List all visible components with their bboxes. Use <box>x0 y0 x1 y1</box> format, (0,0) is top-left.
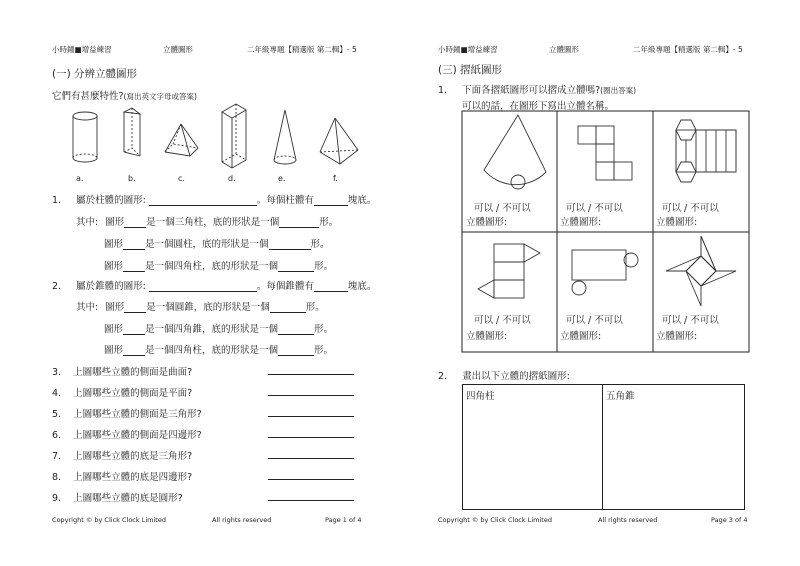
answer-blank[interactable] <box>279 217 319 228</box>
question-note: (圈出答案) <box>600 86 637 95</box>
header-brand: 小時鐘■增益練習 <box>438 45 498 54</box>
triangular-pyramid-shape <box>320 118 358 164</box>
answer-blank[interactable] <box>278 324 314 335</box>
answer-blank[interactable] <box>278 261 314 272</box>
sub-text: 是一個圓錐，底的形狀是一個 <box>146 302 270 313</box>
shape-label-c: c. <box>178 174 185 183</box>
section-title: (三) 摺紙圖形 <box>438 64 503 76</box>
sub-text: 形。 <box>305 302 325 313</box>
question-3 <box>52 364 192 378</box>
answer-label-2: 立體圖形: <box>560 217 602 228</box>
header-series: 二年級專題【精選版 第二輯】- 5 <box>247 45 357 54</box>
footer-copyright: Copyright © by Click Clock Limited <box>52 516 166 524</box>
answer-blank[interactable] <box>124 217 146 228</box>
question-text: 塊底。 <box>347 281 377 292</box>
answer-label-1: 立體圖形: <box>466 217 508 228</box>
footer-page: Page 3 of 4 <box>711 516 748 524</box>
rectangular-prism-shape <box>222 104 246 168</box>
drawing-box-label: 五角錐 <box>606 391 635 402</box>
sub-text: 是一個三角柱，底的形狀是一個 <box>146 217 280 228</box>
question-7 <box>52 448 192 462</box>
header-brand: 小時鐘■增益練習 <box>52 45 112 54</box>
sub-text: 形。 <box>314 261 334 272</box>
question-text: 屬於錐體的圖形: <box>76 281 146 292</box>
sub-text: 圖形 <box>104 345 124 356</box>
prompt-text: 它們有甚麼特性? <box>52 91 124 102</box>
answer-label-5: 立體圖形: <box>560 331 602 342</box>
answer-line[interactable] <box>268 437 354 438</box>
header-topic: 立體圖形 <box>163 45 193 54</box>
header-topic: 立體圖形 <box>549 45 579 54</box>
question-text: 塊底。 <box>347 195 377 206</box>
shape-label-f: f. <box>333 174 338 183</box>
answer-line[interactable] <box>268 479 354 480</box>
choice-text-6[interactable]: 可以 / 不可以 <box>662 315 719 326</box>
square-pyramid-shape <box>165 124 198 156</box>
sub-text: 圖形 <box>104 324 124 335</box>
answer-blank[interactable] <box>123 261 145 272</box>
cone-net-figure <box>484 115 546 189</box>
worksheet-page-3 <box>400 0 800 566</box>
section-title: (一) 分辨立體圖形 <box>52 68 138 80</box>
square-pyramid-net-figure <box>666 236 736 306</box>
question-text: 上圖哪些立體的側面是四邊形? <box>73 430 202 441</box>
answer-blank[interactable] <box>123 239 145 250</box>
cylinder-shape <box>73 112 97 162</box>
triangular-prism-net-figure <box>478 244 540 298</box>
cylinder-net-figure <box>572 250 638 295</box>
answer-label-3: 立體圖形: <box>656 217 698 228</box>
footer-page: Page 1 of 4 <box>325 516 362 524</box>
question-text: 上圖哪些立體的側面是曲面? <box>73 367 193 378</box>
sub-text: 圖形 <box>104 239 124 250</box>
answer-blank[interactable] <box>124 302 146 313</box>
q2-sub-3 <box>104 342 333 356</box>
footer-rights: All rights reserved <box>212 516 272 524</box>
sub-text: 形。 <box>314 345 334 356</box>
hexagonal-prism-net-figure <box>676 120 736 182</box>
answer-blank[interactable] <box>278 345 314 356</box>
shape-label-a: a. <box>76 174 84 183</box>
question-number: 3. <box>52 367 62 378</box>
question-8 <box>52 469 192 483</box>
question-1 <box>52 192 376 206</box>
answer-blank[interactable] <box>149 281 257 292</box>
question-6 <box>52 427 202 441</box>
shapes-figure <box>0 0 400 190</box>
question-number: 2. <box>52 281 62 292</box>
footer-copyright: Copyright © by Click Clock Limited <box>438 516 552 524</box>
choice-text-3[interactable]: 可以 / 不可以 <box>662 203 719 214</box>
choice-text-5[interactable]: 可以 / 不可以 <box>566 315 623 326</box>
question-number: 9. <box>52 493 62 504</box>
question-text: 屬於柱體的圖形: <box>76 195 146 206</box>
answer-line[interactable] <box>268 416 354 417</box>
question-1-line2: 可以的話，在圖形下寫出立體名稱。 <box>462 101 615 112</box>
sub-intro: 其中: <box>76 217 99 228</box>
q1-sub-2 <box>104 236 330 250</box>
question-text: 上圖哪些立體的底是三角形? <box>73 451 193 462</box>
answer-line[interactable] <box>268 458 354 459</box>
question-text: 。每個錐體有 <box>256 281 314 292</box>
answer-blank[interactable] <box>123 345 145 356</box>
question-4 <box>52 385 192 399</box>
answer-blank[interactable] <box>314 281 348 292</box>
sub-text: 是一個圓柱，底的形狀是一個 <box>145 239 269 250</box>
q1-sub-1 <box>76 214 338 228</box>
shape-label-d: d. <box>228 174 236 183</box>
q2-sub-1 <box>76 299 325 313</box>
question-number: 2. <box>438 371 448 382</box>
header-series: 二年級專題【精選版 第二輯】- 5 <box>633 45 743 54</box>
question-5 <box>52 406 202 420</box>
question-text: 上圖哪些立體的側面是三角形? <box>73 409 202 420</box>
sub-text: 是一個四角柱，底的形狀是一個 <box>145 345 279 356</box>
question-number: 7. <box>52 451 62 462</box>
answer-line[interactable] <box>268 374 354 375</box>
q2-sub-2 <box>104 321 333 335</box>
answer-label-6: 立體圖形: <box>656 331 698 342</box>
answer-line[interactable] <box>268 500 354 501</box>
drawing-box-pentagonal-pyramid[interactable] <box>602 384 745 510</box>
sub-text: 圖形 <box>105 302 125 313</box>
question-2 <box>52 278 376 292</box>
choice-text-4[interactable]: 可以 / 不可以 <box>474 315 531 326</box>
question-text: 上圖哪些立體的底是四邊形? <box>73 472 193 483</box>
question-number: 4. <box>52 388 62 399</box>
question-text: 畫出以下立體的摺紙圖形: <box>462 371 570 382</box>
sub-text: 形。 <box>319 217 339 228</box>
footer-rights: All rights reserved <box>598 516 658 524</box>
answer-blank[interactable] <box>270 302 306 313</box>
choice-text-2[interactable]: 可以 / 不可以 <box>566 203 623 214</box>
sub-text: 圖形 <box>104 261 124 272</box>
answer-line[interactable] <box>268 395 354 396</box>
square-net-figure <box>578 126 632 180</box>
drawing-box-square-prism[interactable] <box>462 384 603 510</box>
question-number: 8. <box>52 472 62 483</box>
question-number: 1. <box>438 85 448 96</box>
sub-text: 圖形 <box>105 217 125 228</box>
sub-intro: 其中: <box>76 302 99 313</box>
cone-shape <box>274 110 296 164</box>
shape-label-b: b. <box>128 174 136 183</box>
question-text: 。每個柱體有 <box>256 195 314 206</box>
question-number: 6. <box>52 430 62 441</box>
sub-text: 是一個四角柱，底的形狀是一個 <box>145 261 279 272</box>
prompt-note: (寫出英文字母或答案) <box>123 92 197 101</box>
shape-label-e: e. <box>278 174 286 183</box>
answer-blank[interactable] <box>314 195 348 206</box>
answer-blank[interactable] <box>123 324 145 335</box>
answer-blank[interactable] <box>149 195 257 206</box>
q1-sub-3 <box>104 258 333 272</box>
triangular-prism-shape <box>124 108 140 156</box>
choice-text-1[interactable]: 可以 / 不可以 <box>474 203 531 214</box>
answer-blank[interactable] <box>269 239 311 250</box>
question-text: 上圖哪些立體的底是圓形? <box>73 493 183 504</box>
question-number: 1. <box>52 195 62 206</box>
drawing-box-label: 四角柱 <box>466 391 495 402</box>
sub-text: 形。 <box>310 239 330 250</box>
question-text: 上圖哪些立體的側面是平面? <box>73 388 193 399</box>
question-2 <box>438 368 570 382</box>
answer-label-4: 立體圖形: <box>466 331 508 342</box>
sub-text: 形。 <box>314 324 334 335</box>
sub-text: 是一個四角錐，底的形狀是一個 <box>145 324 279 335</box>
question-9 <box>52 490 183 504</box>
question-number: 5. <box>52 409 62 420</box>
question-text: 下面各摺紙圖形可以摺成立體嗎? <box>462 85 601 96</box>
